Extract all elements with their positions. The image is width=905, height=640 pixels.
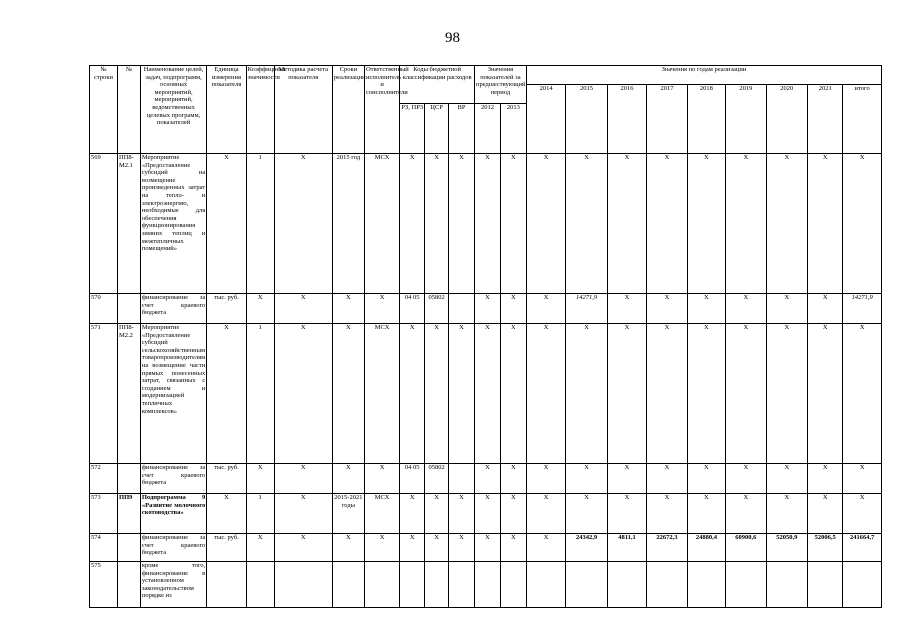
row-2017 (647, 562, 687, 608)
row-unit: X (207, 324, 246, 464)
table-row (90, 464, 882, 494)
row-terms (332, 562, 364, 608)
row-2014: X (526, 494, 565, 534)
row-name: финансирование за счет краевого бюджета (140, 534, 206, 562)
row-rz (400, 562, 425, 608)
row-2021: X (808, 324, 843, 464)
row-2016: X (607, 324, 646, 464)
table-row (90, 494, 882, 534)
row-number: 574 (90, 534, 118, 562)
row-number: 575 (90, 562, 118, 608)
row-2021: 52006,5 (808, 534, 843, 562)
row-responsible: МСХ (364, 324, 399, 464)
row-responsible: МСХ (364, 154, 399, 294)
header-vr: ВР (449, 104, 475, 154)
row-rz: 04 05 (400, 464, 425, 494)
row-terms: X (332, 464, 364, 494)
row-coef: X (246, 464, 274, 494)
row-2021: X (808, 154, 843, 294)
header-coef: Коэффициент значимости (246, 66, 274, 154)
row-vr (449, 294, 475, 324)
row-2013: X (500, 154, 526, 294)
row-2021 (808, 562, 843, 608)
row-2015: X (566, 154, 608, 294)
row-2012: X (474, 294, 500, 324)
row-2019: X (726, 324, 766, 464)
row-vr: X (449, 324, 475, 464)
row-2015: X (566, 494, 608, 534)
row-2018: X (687, 294, 725, 324)
table-row (90, 534, 882, 562)
row-2016: X (607, 154, 646, 294)
page-number: 98 (445, 30, 460, 46)
row-vr: X (449, 154, 475, 294)
row-2020: X (766, 294, 808, 324)
row-2013: X (500, 294, 526, 324)
row-2012: X (474, 494, 500, 534)
header-2021: 2021 (808, 85, 843, 154)
row-2019: X (726, 494, 766, 534)
header-total: итого (843, 85, 882, 154)
row-csr (425, 562, 449, 608)
row-total: X (843, 154, 882, 294)
row-2016: X (607, 294, 646, 324)
row-2018: 24880,4 (687, 534, 725, 562)
row-terms: X (332, 534, 364, 562)
row-2021: X (808, 294, 843, 324)
row-unit: тыс. руб. (207, 294, 246, 324)
row-responsible: МСХ (364, 494, 399, 534)
row-2020: X (766, 154, 808, 294)
row-2019: X (726, 294, 766, 324)
row-csr: X (425, 534, 449, 562)
row-code (118, 534, 141, 562)
row-2019 (726, 562, 766, 608)
row-2015 (566, 562, 608, 608)
row-unit: тыс. руб. (207, 464, 246, 494)
row-name: Мероприятие «Предоставление субсидий сельскохозяйственным товаропроизводителям на возмещение части прямых понесенных затрат, связанных с созданием и модернизацией тепличных комплексов» (140, 324, 206, 464)
row-name: Мероприятие «Предоставление субсидий на возмещение произведенных затрат на тепло- и электроэнергию, необходимые для обеспечения функционирования зимних теплиц и межтепличных помещений» (140, 154, 206, 294)
row-2021: X (808, 494, 843, 534)
row-2014: X (526, 154, 565, 294)
row-total: 241664,7 (843, 534, 882, 562)
header-2020: 2020 (766, 85, 808, 154)
row-name: финансирование за счет краевого бюджета (140, 294, 206, 324)
header-2012: 2012 (474, 104, 500, 154)
row-vr: X (449, 534, 475, 562)
row-code (118, 464, 141, 494)
row-csr: X (425, 324, 449, 464)
row-2018: X (687, 324, 725, 464)
row-method (274, 562, 332, 608)
row-2017: X (647, 494, 687, 534)
header-method: Методика расчета показателя (274, 66, 332, 154)
row-2020: 52050,9 (766, 534, 808, 562)
row-method: X (274, 464, 332, 494)
row-2020: X (766, 464, 808, 494)
row-method: X (274, 534, 332, 562)
row-2012: X (474, 324, 500, 464)
row-name: кроме того, финансирование в установленном законодательством порядке из (140, 562, 206, 608)
row-2012: X (474, 464, 500, 494)
row-2020: X (766, 494, 808, 534)
row-2012: X (474, 154, 500, 294)
header-responsible: Ответственный исполнитель и соисполнители (364, 66, 399, 154)
row-total (843, 562, 882, 608)
row-2019: 60900,6 (726, 534, 766, 562)
row-coef: 1 (246, 154, 274, 294)
header-2018: 2018 (687, 85, 725, 154)
header-2014: 2014 (526, 85, 565, 154)
row-method: X (274, 494, 332, 534)
row-name: Подпрограмма 9 «Развитие молочного скотоводства» (140, 494, 206, 534)
row-coef: X (246, 294, 274, 324)
row-csr: X (425, 494, 449, 534)
row-code (118, 294, 141, 324)
table-row (90, 154, 882, 294)
table-row (90, 324, 882, 464)
row-unit: тыс. руб. (207, 534, 246, 562)
row-2012: X (474, 534, 500, 562)
row-terms: 2015-2021 годы (332, 494, 364, 534)
header-csr: ЦСР (425, 104, 449, 154)
row-2016: X (607, 464, 646, 494)
row-coef: X (246, 534, 274, 562)
row-2017: 22672,3 (647, 534, 687, 562)
row-2014 (526, 562, 565, 608)
row-2020: X (766, 324, 808, 464)
row-2014: X (526, 464, 565, 494)
row-2019: X (726, 464, 766, 494)
table-row (90, 562, 882, 608)
row-method: X (274, 324, 332, 464)
row-number: 571 (90, 324, 118, 464)
row-2016: X (607, 494, 646, 534)
row-responsible (364, 562, 399, 608)
row-number: 572 (90, 464, 118, 494)
row-2018: X (687, 494, 725, 534)
row-total: X (843, 494, 882, 534)
row-terms: X (332, 294, 364, 324)
row-responsible: X (364, 294, 399, 324)
row-2014: X (526, 324, 565, 464)
row-2018: X (687, 464, 725, 494)
row-vr (449, 562, 475, 608)
row-vr (449, 464, 475, 494)
row-2019: X (726, 154, 766, 294)
row-2015: X (566, 324, 608, 464)
row-unit: X (207, 154, 246, 294)
row-2015: 14271,9 (566, 294, 608, 324)
header-name: Наименование целей, задач, подпрограмм, основных мероприятий, мероприятий, ведомственных целевых программ, показателей (140, 66, 206, 154)
row-2013: X (500, 494, 526, 534)
row-2017: X (647, 154, 687, 294)
header-previous-period: Значения показателей за предшествующий период (474, 66, 526, 104)
row-2014: X (526, 294, 565, 324)
row-2017: X (647, 294, 687, 324)
row-code: ПП8-М2.1 (118, 154, 141, 294)
row-2012 (474, 562, 500, 608)
row-terms: 2015 год (332, 154, 364, 294)
row-name: финансирование за счет краевого бюджета (140, 464, 206, 494)
row-unit (207, 562, 246, 608)
row-rz: 04 05 (400, 294, 425, 324)
row-unit: X (207, 494, 246, 534)
row-responsible: X (364, 464, 399, 494)
header-row-no: № строки (90, 66, 118, 154)
header-rz: РЗ, ПР3 (400, 104, 425, 154)
row-csr: 05802 (425, 464, 449, 494)
row-total: 14271,9 (843, 294, 882, 324)
header-2017: 2017 (647, 85, 687, 154)
row-2015: 24342,9 (566, 534, 608, 562)
row-number: 570 (90, 294, 118, 324)
row-2013: X (500, 324, 526, 464)
row-coef (246, 562, 274, 608)
row-csr: 05802 (425, 294, 449, 324)
header-2016: 2016 (607, 85, 646, 154)
row-code: ПП9 (118, 494, 141, 534)
row-rz: X (400, 534, 425, 562)
row-2013: X (500, 534, 526, 562)
row-responsible: X (364, 534, 399, 562)
row-2018 (687, 562, 725, 608)
row-2021: X (808, 464, 843, 494)
row-2015: X (566, 464, 608, 494)
row-code (118, 562, 141, 608)
program-table (89, 65, 882, 608)
row-2014: X (526, 534, 565, 562)
row-csr: X (425, 154, 449, 294)
row-2016: 4811,1 (607, 534, 646, 562)
row-vr: X (449, 494, 475, 534)
header-2013: 2013 (500, 104, 526, 154)
row-2017: X (647, 324, 687, 464)
header-code: № (118, 66, 141, 154)
header-terms: Сроки реализации (332, 66, 364, 154)
row-2013 (500, 562, 526, 608)
row-coef: 1 (246, 324, 274, 464)
header-budget-codes: Коды бюджетной классификации расходов (400, 66, 475, 104)
row-method: X (274, 154, 332, 294)
row-2016 (607, 562, 646, 608)
table-row (90, 294, 882, 324)
row-total: X (843, 464, 882, 494)
row-rz: X (400, 494, 425, 534)
row-2020 (766, 562, 808, 608)
header-2019: 2019 (726, 85, 766, 154)
row-method: X (274, 294, 332, 324)
row-2018: X (687, 154, 725, 294)
row-coef: 1 (246, 494, 274, 534)
row-terms: X (332, 324, 364, 464)
row-2013: X (500, 464, 526, 494)
row-code: ПП8-М2.2 (118, 324, 141, 464)
row-number: 569 (90, 154, 118, 294)
row-rz: X (400, 324, 425, 464)
header-unit: Единица измерения показателя (207, 66, 246, 154)
row-rz: X (400, 154, 425, 294)
row-total: X (843, 324, 882, 464)
header-2015: 2015 (566, 85, 608, 154)
row-number: 573 (90, 494, 118, 534)
header-yearly-values: Значения по годам реализации (526, 66, 881, 85)
row-2017: X (647, 464, 687, 494)
